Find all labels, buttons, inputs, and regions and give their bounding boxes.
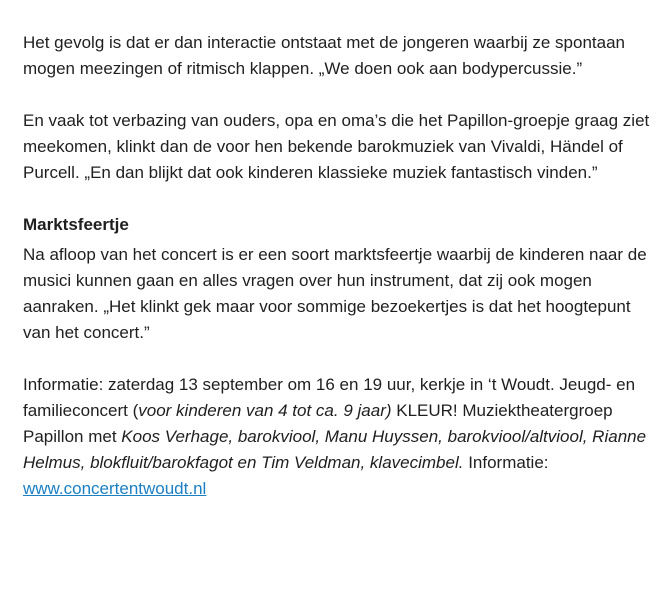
website-link[interactable]: www.concertentwoudt.nl: [23, 479, 207, 498]
info-mid-text: KLEUR! Muziektheatergroep Papillon met: [23, 401, 613, 446]
paragraph-interaction: Het gevolg is dat er dan interactie ontstaat met de jongeren waarbij ze spontaan mogen meezingen of ritmisch klappen. „We doen ook aan bodypercussie.”: [23, 33, 625, 78]
info-intro-text: Informatie: zaterdag 13 september om 16 en 19 uur, kerkje in ‘t Woudt. Jeugd- en familieconcert (: [23, 375, 636, 420]
info-performers-text: Koos Verhage, barokviool, Manu Huyssen, barokviool/altviool, Rianne Helmus, blokfluit/barokfagot en Tim Veldman, klavecimbel.: [23, 427, 647, 472]
paragraph-market-atmosphere: Na afloop van het concert is er een soort marktsfeertje waarbij de kinderen naar de musici kunnen gaan en alles vragen over hun instrument, dat zij ook mogen aanraken. „Het klinkt gek maar voor sommige bezoekertjes is dat het hoogtepunt van het concert.”: [23, 245, 647, 342]
info-audience-text: voor kinderen van 4 tot ca. 9 jaar): [138, 401, 392, 420]
paragraph-baroque-music: En vaak tot verbazing van ouders, opa en oma’s die het Papillon-groepje graag ziet meekomen, klinkt dan de voor hen bekende barokmuziek van Vivaldi, Händel of Purcell. „En dan blijkt dat ook kinderen klassieke muziek fantastisch vinden.”: [23, 111, 650, 182]
info-label-text: Informatie:: [463, 453, 549, 472]
paragraph-info: [23, 372, 659, 502]
section-heading-marktsfeertje: Marktsfeertje: [23, 215, 129, 234]
article-body: [23, 30, 659, 528]
